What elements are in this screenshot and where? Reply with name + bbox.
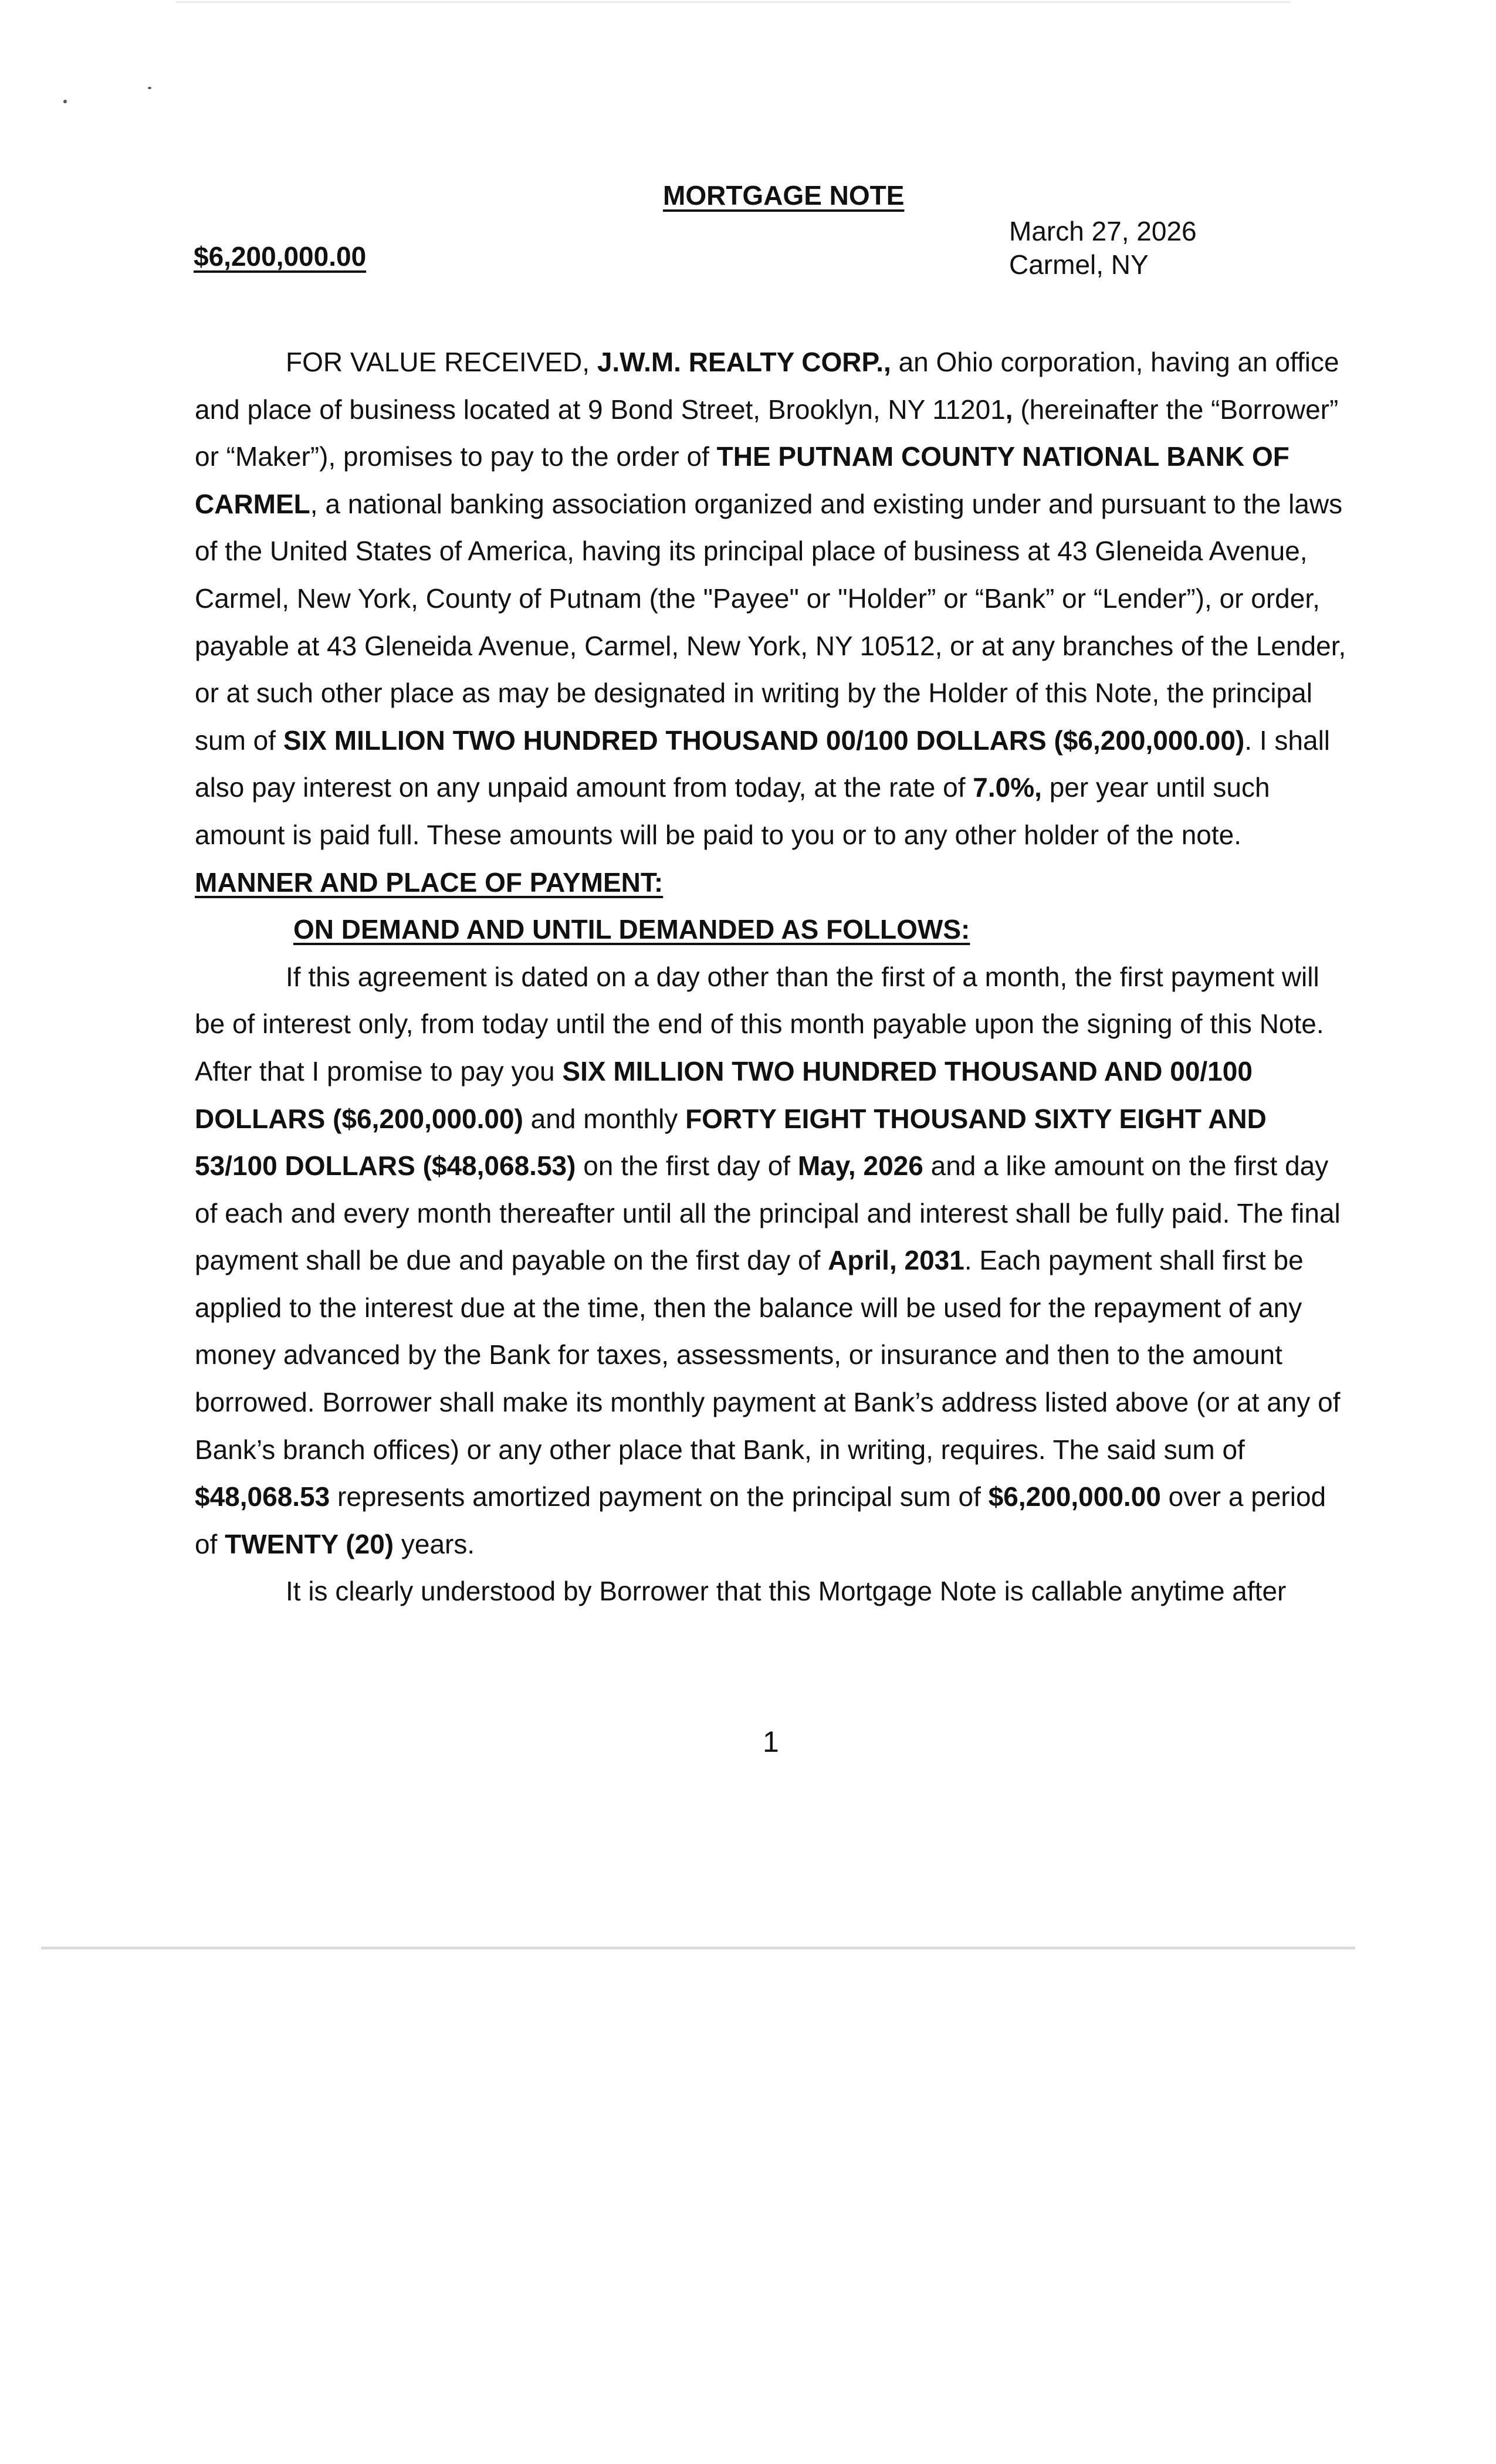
text-run: represents amortized payment on the principal sum of [330, 1481, 989, 1512]
date-location-block [1009, 215, 1197, 282]
interest-rate: 7.0%, [973, 772, 1042, 803]
note-date: March 27, 2026 [1009, 216, 1197, 246]
scan-speck [148, 87, 151, 89]
scan-edge-top [176, 1, 1291, 3]
principal-amount: $6,200,000.00 [194, 241, 367, 272]
text-run: FOR VALUE RECEIVED, [286, 347, 597, 377]
final-payment-date: April, 2031 [828, 1245, 964, 1276]
text-run: and a like amount on the first day of each and every month thereafter until all the principal and interest shall be fully paid. The final payment shall be due and payable on the first day of [195, 1150, 1341, 1276]
lender-name: THE PUTNAM COUNTY NATIONAL BANK OF CARMEL [195, 441, 1289, 519]
text-run: . Each payment shall first be applied to the interest due at the time, then the balance will be used for the repayment of any money advanced by the Bank for taxes, assessments, or insurance and then to the amount borrowed. Borrower shall make its monthly payment at Bank’s address listed above (or at any of Bank’s branch offices) or any other place that Bank, in writing, requires. The said sum of [195, 1245, 1341, 1465]
note-location: Carmel, NY [1009, 249, 1149, 280]
scan-speck [63, 100, 67, 103]
amortization-period: TWENTY (20) [225, 1528, 394, 1559]
paragraph-value-received [195, 339, 1349, 859]
paragraph-payment-terms [195, 953, 1349, 1568]
sub-heading-text: ON DEMAND AND UNTIL DEMANDED AS FOLLOWS: [293, 914, 970, 945]
text-run: per year until such amount is paid full. These amounts will be paid to you or to any other holder of the note. [195, 772, 1270, 850]
text-run: (hereinafter the “Borrower” or “Maker”), promises to pay to the order of [195, 394, 1339, 472]
monthly-payment-words: FORTY EIGHT THOUSAND SIXTY EIGHT AND 53/100 DOLLARS ($48,068.53) [195, 1103, 1267, 1182]
principal-sum-words: SIX MILLION TWO HUNDRED THOUSAND AND 00/100 DOLLARS ($6,200,000.00) [195, 1055, 1253, 1134]
text-run: and monthly [523, 1103, 686, 1134]
text-run: , a national banking association organized and existing under and pursuant to the laws of the United States of America, having its principal place of business at 43 Gleneida Avenue, Carmel, New York, County of Putnam (the "Payee" or "Holder” or “Bank” or “Lender”), or order, payable at 43 Gleneida Avenue, Carmel, New York, NY 10512, or at any branches of the Lender, or at such other place as may be designated in writing by the Holder of this Note, the principal sum of [195, 488, 1346, 756]
text-run: . I shall also pay interest on any unpaid amount from today, at the rate of [195, 725, 1331, 803]
text-run: on the first day of [576, 1150, 798, 1182]
text-run-bold: , [1005, 394, 1013, 425]
note-body [195, 339, 1349, 1615]
text-run: an Ohio corporation, having an office and place of business located at 9 Bond Street, Brooklyn, NY 11201 [195, 347, 1339, 425]
sub-heading-on-demand [195, 906, 1349, 953]
section-heading-payment: MANNER AND PLACE OF PAYMENT: [195, 867, 664, 898]
principal-amount-inline: $6,200,000.00 [988, 1481, 1161, 1512]
text-run: If this agreement is dated on a day other than the first of a month, the first payment will be of interest only, from today until the end of this month payable upon the signing of this Note. After that I promise to pay you [195, 961, 1324, 1087]
borrower-name: J.W.M. REALTY CORP., [597, 347, 891, 377]
paragraph-callable: It is clearly understood by Borrower that this Mortgage Note is callable anytime after [286, 1576, 1287, 1607]
scan-edge-bottom [41, 1947, 1355, 1949]
principal-sum-words: SIX MILLION TWO HUNDRED THOUSAND 00/100 DOLLARS ($6,200,000.00) [283, 725, 1245, 756]
document-title: MORTGAGE NOTE [663, 180, 905, 211]
monthly-payment-amount: $48,068.53 [195, 1481, 330, 1512]
first-payment-date: May, 2026 [797, 1150, 923, 1182]
text-run: over a period of [195, 1481, 1326, 1559]
text-run: years. [394, 1528, 475, 1559]
page-number: 1 [763, 1725, 779, 1758]
